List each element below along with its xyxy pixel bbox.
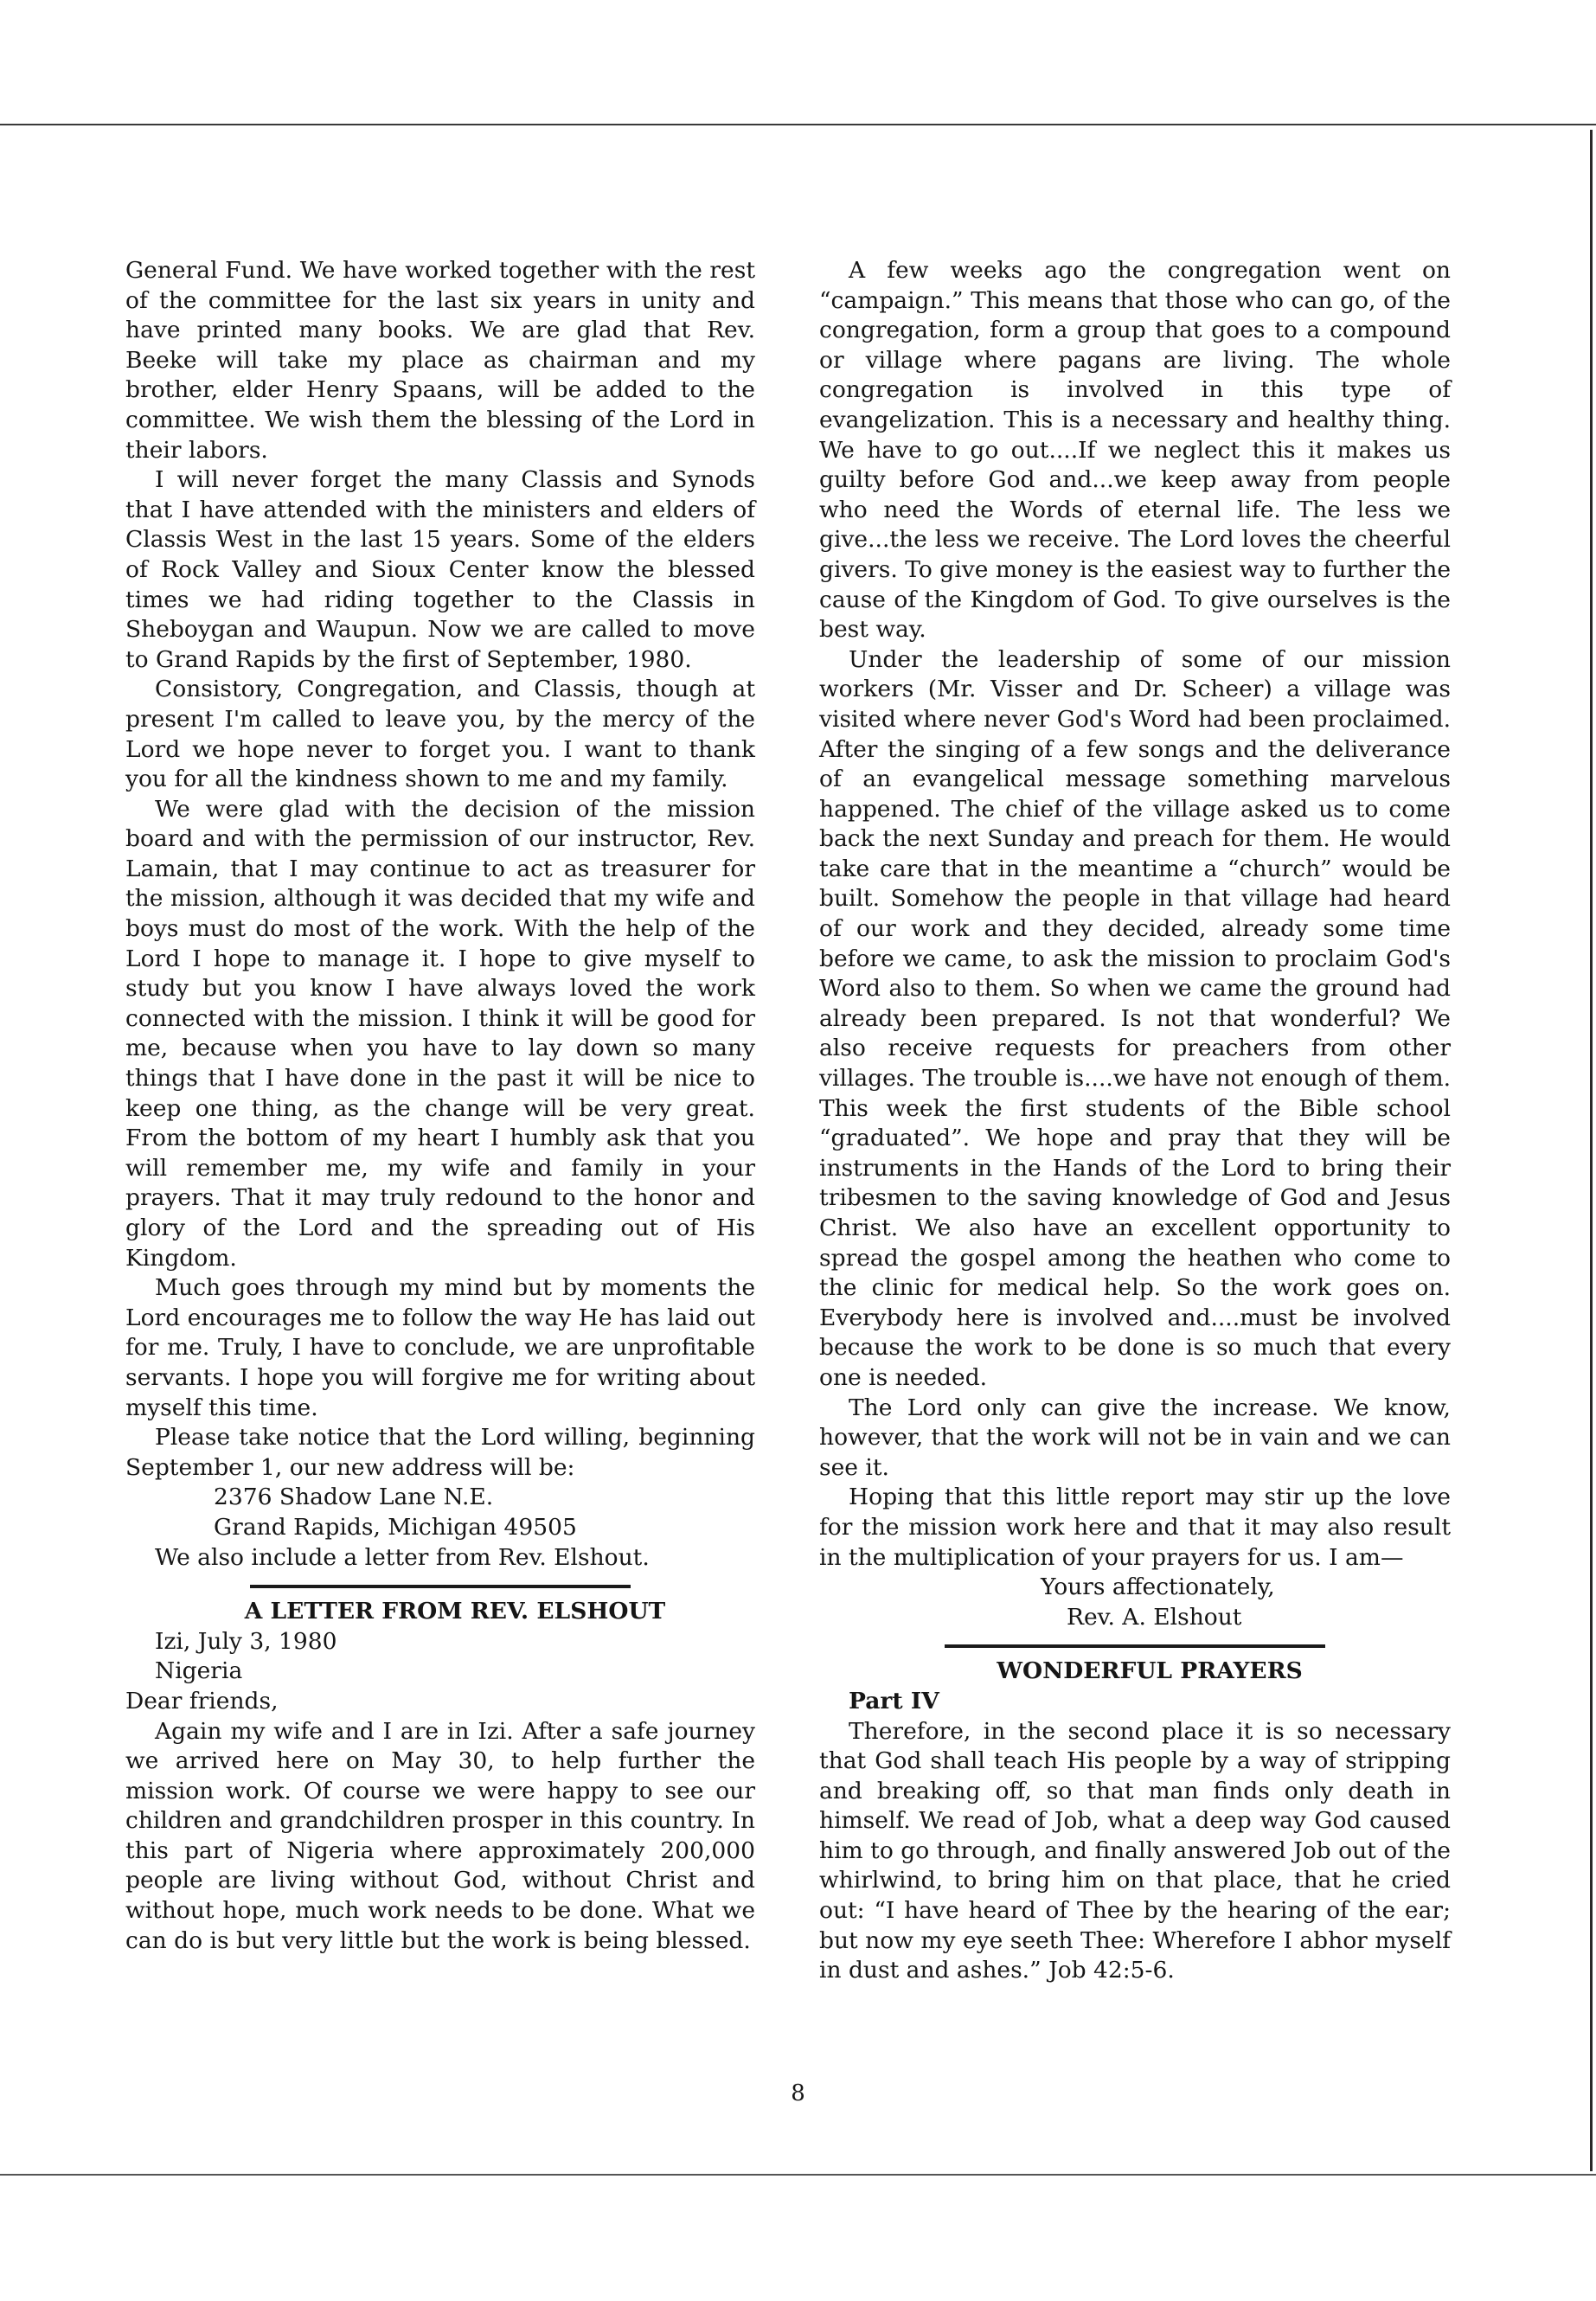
part-label: Part IV [849,1687,939,1715]
scan-border-right [1590,130,1593,2171]
letter-date: Izi, July 3, 1980 [155,1627,337,1655]
paragraph: I will never forget the many Classis and Synods that I have attended with the ministers and elders of Classis West in the last 15 years. Some of the elders of Rock Valley and Sioux Center know the blessed times we had riding together to the Classis in Sheboygan and Waupun. Now we are called to move to Grand Rapids by the first of September, 1980. [125,466,755,673]
section-divider [250,1585,631,1588]
letter-place: Nigeria [155,1657,243,1685]
page-number: 8 [791,2080,805,2106]
signature: Rev. A. Elshout [1067,1603,1242,1631]
paragraph: A few weeks ago the congregation went on “campaign.” This means that those who can go, of the congregation, form a group that goes to a compound or village where pagans are living. The whole congregation is involved in this type of evangelization. This is a necessary and healthy thing. We have to go out....If we neglect this it makes us guilty before God and...we keep away from people who need the Words of eternal life. The less we give...the less we receive. The Lord loves the cheerful givers. To give money is the easiest way to further the cause of the Kingdom of God. To give ourselves is the best way. [819,257,1451,644]
section-divider [945,1644,1325,1648]
scan-border-bottom [0,2174,1596,2176]
address-line: 2376 Shadow Lane N.E. [214,1484,494,1511]
right-column [819,256,1451,1986]
paragraph: Please take notice that the Lord willing, beginning September 1, our new address will be: [125,1424,755,1481]
paragraph: General Fund. We have worked together with the rest of the committee for the last six years in unity and have printed many books. We are glad that Rev. Beeke will take my place as chairman and my brother, elder Henry Spaans, will be added to the committee. We wish them the blessing of the Lord in their labors. [125,257,755,464]
paragraph: Under the leadership of some of our mission workers (Mr. Visser and Dr. Scheer) a village was visited where never God's Word had been proclaimed. After the singing of a few songs and the deliverance of an evangelical message something marvelous happened. The chief of the village asked us to come back the next Sunday and preach for them. He would take care that in the meantime a “church” would be built. Somehow the people in that village had heard of our work and they decided, already some time before we came, to ask the mission to proclaim God's Word also to them. So when we came the ground had already been prepared. Is not that wonderful? We also receive requests for preachers from other villages. The trouble is....we have not enough of them. This week the first students of the Bible school “graduated”. We hope and pray that they will be instruments in the Hands of the Lord to bring their tribesmen to the saving knowledge of God and Jesus Christ. We also have an excellent opportunity to spread the gospel among the heathen who come to the clinic for medical help. So the work goes on. Everybody here is involved and....must be involved because the work to be done is so much that every one is needed. [819,645,1451,1391]
closing: Yours affectionately, [1041,1574,1275,1601]
article-heading: WONDERFUL PRAYERS [997,1657,1303,1685]
paragraph: Much goes through my mind but by moments the Lord encourages me to follow the way He has laid out for me. Truly, I have to conclude, we are unprofitable servants. I hope you will forgive me for writing about myself this time. [125,1274,755,1421]
paragraph: The Lord only can give the increase. We know, however, that the work will not be in vain and we can see it. [819,1394,1451,1481]
salutation: Dear friends, [125,1687,279,1715]
paragraph: Again my wife and I are in Izi. After a safe journey we arrived here on May 30, to help further the mission work. Of course we were happy to see our children and grandchildren prosper in this country. In this part of Nigeria where approximately 200,000 people are living without God, without Christ and without hope, much work needs to be done. What we can do is but very little but the work is being blessed. [125,1717,755,1954]
scan-border-top [0,124,1596,125]
address-line: Grand Rapids, Michigan 49505 [214,1513,577,1541]
letter-heading: A LETTER FROM REV. ELSHOUT [244,1598,666,1625]
paragraph: Hoping that this little report may stir up the love for the mission work here and that it may also result in the multiplication of your prayers for us. I am— [819,1484,1451,1571]
paragraph: We were glad with the decision of the mission board and with the permission of our instructor, Rev. Lamain, that I may continue to act as treasurer for the mission, although it was decided that my wife and boys must do most of the work. With the help of the Lord I hope to manage it. I hope to give myself to study but you know I have always loved the work connected with the mission. I think it will be good for me, because when you have to lay down so many things that I have done in the past it will be nice to keep one thing, as the change will be very great. From the bottom of my heart I humbly ask that you will remember me, my wife and family in your prayers. That it may truly redound to the honor and glory of the Lord and the spreading out of His Kingdom. [125,795,755,1272]
left-column [125,256,755,1956]
paragraph: We also include a letter from Rev. Elshout. [155,1543,650,1571]
paragraph: Consistory, Congregation, and Classis, though at present I'm called to leave you, by the mercy of the Lord we hope never to forget you. I want to thank you for all the kindness shown to me and my family. [125,676,755,793]
paragraph: Therefore, in the second place it is so necessary that God shall teach His people by a way of stripping and breaking off, so that man finds only death in himself. We read of Job, what a deep way God caused him to go through, and finally answered Job out of the whirlwind, to bring him on that place, that he cried out: “I have heard of Thee by the hearing of the ear; but now my eye seeth Thee: Wherefore I abhor myself in dust and ashes.” Job 42:5-6. [819,1717,1451,1984]
